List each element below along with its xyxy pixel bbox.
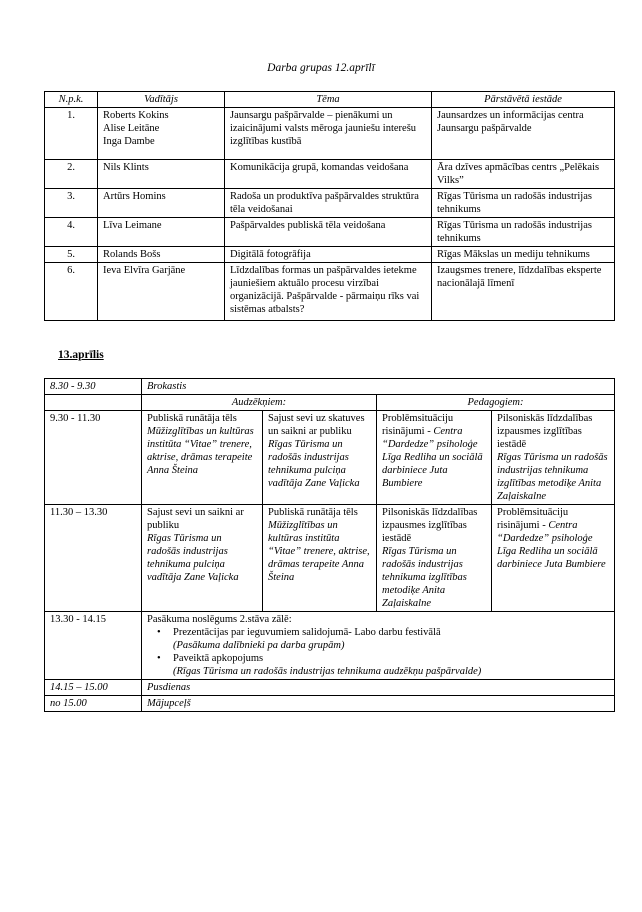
session-detail: Rīgas Tūrisma un radošās industrijas tehnikuma pulciņa vadītāja Zane Vaļicka bbox=[268, 439, 360, 489]
activity-cell: Pusdienas bbox=[142, 680, 615, 696]
table-header-row bbox=[45, 92, 615, 108]
session-detail: Rīgas Tūrisma un radošās industrijas tehnikuma pulciņa vadītāja Zane Vaļicka bbox=[147, 533, 239, 583]
leader-name: Inga Dambe bbox=[103, 136, 155, 147]
leader-cell bbox=[98, 108, 225, 160]
schedule-row-closing bbox=[45, 612, 615, 680]
leader-cell: Ieva Elvīra Garjāne bbox=[98, 263, 225, 321]
leader-cell: Līva Leimane bbox=[98, 218, 225, 247]
table-row bbox=[45, 247, 615, 263]
day-heading: 13.aprīlis bbox=[58, 349, 104, 361]
session-detail: Rīgas Tūrisma un radošās industrijas tehnikuma izglītības metodiķe Anita Zaļaiskalne bbox=[497, 452, 608, 502]
session-title: Publiskā runātāja tēls bbox=[268, 507, 358, 518]
closing-item: Paveiktā apkopojums bbox=[173, 653, 264, 664]
topic-cell: Digitālā fotogrāfija bbox=[225, 247, 432, 263]
session-detail: Centra “Dardedze” psiholoģe Līga Redliha un sociālā darbiniece Juta Bumbiere bbox=[382, 426, 483, 489]
row-number: 3. bbox=[45, 189, 98, 218]
session-title: Pilsoniskās līdzdalības izpausmes izglītības iestādē bbox=[497, 413, 593, 450]
col-header: Pārstāvētā iestāde bbox=[432, 92, 615, 108]
activity-cell: Mājupceļš bbox=[142, 696, 615, 712]
workgroups-table bbox=[44, 91, 615, 321]
list-item bbox=[173, 626, 609, 639]
leader-cell: Artūrs Homins bbox=[98, 189, 225, 218]
topic-cell: Pašpārvaldes publiskā tēla veidošana bbox=[225, 218, 432, 247]
org-cell: Jaunsardzes un informācijas centra Jaunsargu pašpārvalde bbox=[432, 108, 615, 160]
session-title: Problēmsituāciju risinājumi - bbox=[382, 413, 454, 437]
schedule-table bbox=[44, 378, 615, 712]
row-number: 2. bbox=[45, 160, 98, 189]
topic-cell: Līdzdalības formas un pašpārvaldes ietekme jauniešiem aktuālo procesu virzībai organizācijā. Pašpārvalde - pārmaiņu rīks vai sistēmas atbalsts? bbox=[225, 263, 432, 321]
table-row bbox=[45, 189, 615, 218]
row-number: 1. bbox=[45, 108, 98, 160]
page-title: Darba grupas 12.aprīlī bbox=[267, 62, 375, 74]
table-row bbox=[45, 218, 615, 247]
col-header: Vadītājs bbox=[98, 92, 225, 108]
schedule-row-departure bbox=[45, 696, 615, 712]
leader-name: Alise Leitāne bbox=[103, 123, 160, 134]
activity-cell: Brokastis bbox=[142, 379, 615, 395]
row-number: 4. bbox=[45, 218, 98, 247]
group-header-row bbox=[45, 395, 615, 411]
leader-cell: Nils Klints bbox=[98, 160, 225, 189]
topic-cell: Jaunsargu pašpārvalde – pienākumi un izaicinājumi valsts mēroga jauniešu interešu izglītības kustībā bbox=[225, 108, 432, 160]
leader-name: Roberts Kokins bbox=[103, 110, 169, 121]
col-header: Tēma bbox=[225, 92, 432, 108]
schedule-row-breakfast bbox=[45, 379, 615, 395]
leader-cell: Rolands Bošs bbox=[98, 247, 225, 263]
closing-list bbox=[147, 626, 609, 639]
topic-cell: Komunikācija grupā, komandas veidošana bbox=[225, 160, 432, 189]
row-number: 5. bbox=[45, 247, 98, 263]
empty-cell bbox=[45, 395, 142, 411]
schedule-row-session bbox=[45, 411, 615, 505]
time-cell: 14.15 – 15.00 bbox=[45, 680, 142, 696]
closing-intro: Pasākuma noslēgums 2.stāva zālē: bbox=[147, 614, 292, 625]
session-cell bbox=[263, 505, 377, 612]
session-detail: Mūžizglītības un kultūras institūta “Vitae” trenere, aktrise, drāmas terapeite Anna Šteina bbox=[268, 520, 370, 583]
org-cell: Rīgas Tūrisma un radošās industrijas tehnikums bbox=[432, 189, 615, 218]
row-number: 6. bbox=[45, 263, 98, 321]
topic-cell: Radoša un produktīva pašpārvaldes struktūra tēla veidošanai bbox=[225, 189, 432, 218]
session-detail: Mūžizglītības un kultūras institūta “Vitae” trenere, aktrise, drāmas terapeite Anna Šteina bbox=[147, 426, 254, 476]
closing-cell bbox=[142, 612, 615, 680]
table-row bbox=[45, 108, 615, 160]
teachers-group-header: Pedagogiem: bbox=[377, 395, 615, 411]
session-cell bbox=[492, 411, 615, 505]
session-detail: Rīgas Tūrisma un radošās industrijas tehnikuma izglītības metodiķe Anita Zaļaiskalne bbox=[382, 546, 467, 609]
session-title: Problēmsituāciju risinājumi - bbox=[497, 507, 569, 531]
session-title: Sajust sevi uz skatuves un saikni ar publiku bbox=[268, 413, 365, 437]
org-cell: Izaugsmes trenere, līdzdalības eksperte nacionālajā līmenī bbox=[432, 263, 615, 321]
schedule-row-lunch bbox=[45, 680, 615, 696]
time-cell: no 15.00 bbox=[45, 696, 142, 712]
time-cell: 8.30 - 9.30 bbox=[45, 379, 142, 395]
session-title: Pilsoniskās līdzdalības izpausmes izglītības iestādē bbox=[382, 507, 478, 544]
session-title: Sajust sevi un saikni ar publiku bbox=[147, 507, 244, 531]
col-header: N.p.k. bbox=[45, 92, 98, 108]
schedule-row-session bbox=[45, 505, 615, 612]
session-cell bbox=[263, 411, 377, 505]
session-cell bbox=[142, 411, 263, 505]
table-row bbox=[45, 160, 615, 189]
org-cell: Āra dzīves apmācības centrs „Pelēkais Vilks” bbox=[432, 160, 615, 189]
org-cell: Rīgas Tūrisma un radošās industrijas tehnikums bbox=[432, 218, 615, 247]
list-item bbox=[173, 652, 609, 665]
session-cell bbox=[377, 505, 492, 612]
time-cell: 11.30 – 13.30 bbox=[45, 505, 142, 612]
table-row bbox=[45, 263, 615, 321]
session-cell bbox=[492, 505, 615, 612]
time-cell: 9.30 - 11.30 bbox=[45, 411, 142, 505]
session-detail: Centra “Dardedze” psiholoģe Līga Redliha un sociālā darbiniece Juta Bumbiere bbox=[497, 520, 606, 570]
students-group-header: Audzēkņiem: bbox=[142, 395, 377, 411]
closing-note: (Pasākuma dalībnieki pa darba grupām) bbox=[173, 640, 345, 651]
closing-note: (Rīgas Tūrisma un radošās industrijas tehnikuma audzēkņu pašpārvalde) bbox=[173, 666, 482, 677]
time-cell: 13.30 - 14.15 bbox=[45, 612, 142, 680]
session-title: Publiskā runātāja tēls bbox=[147, 413, 237, 424]
closing-item: Prezentācijas par ieguvumiem salidojumā- Labo darbu festivālā bbox=[173, 627, 441, 638]
org-cell: Rīgas Mākslas un mediju tehnikums bbox=[432, 247, 615, 263]
session-cell bbox=[142, 505, 263, 612]
session-cell bbox=[377, 411, 492, 505]
closing-list bbox=[147, 652, 609, 665]
